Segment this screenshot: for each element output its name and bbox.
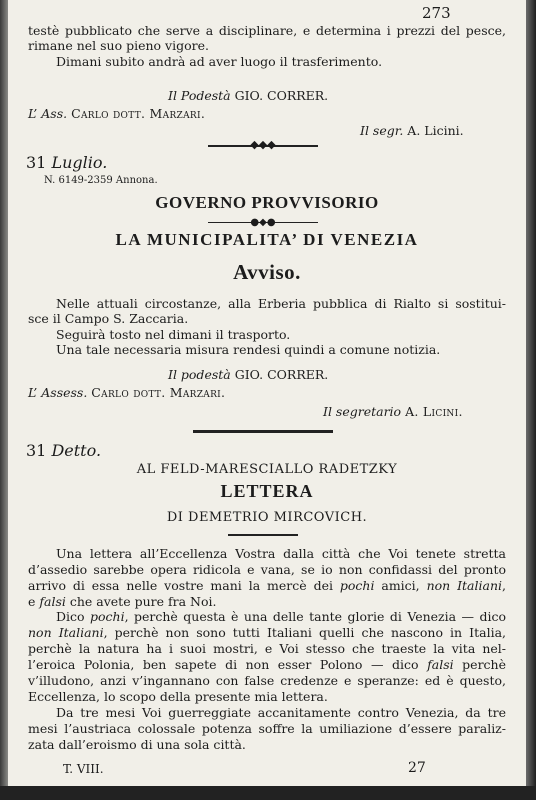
- page-number: 273: [422, 4, 451, 22]
- heading-governo: GOVERNO PROVVISORIO: [155, 193, 379, 212]
- text-line: Una lettera all’Eccellenza Vostra dalla città che Voi tenete stretta: [56, 546, 506, 561]
- podesta-signature-2: Il podestà GIO. CORRER.: [168, 367, 329, 382]
- text-line: mesi l’austriaca colossale potenza soffre la umiliazione d’essere paraliz-: [28, 721, 506, 736]
- assessor-signature-2: L’ Assess. Carlo dott. Marzari.: [28, 385, 226, 400]
- text-line: rimane nel suo pieno vigore.: [28, 38, 209, 53]
- text-line: perchè la natura ha i suoi mostri, e Voi stesso che traeste la vita nel-: [28, 641, 506, 656]
- text-line: arrivo di essa nelle vostre mani la mercè dei pochi amici, non Italiani,: [28, 578, 506, 593]
- secretary-signature-2: Il segretario A. Licini.: [323, 404, 463, 419]
- podesta-signature-1: Il Podestà GIO. CORRER.: [168, 88, 329, 103]
- book-gutter: [0, 0, 8, 800]
- text-line: Dico pochi, perchè questa è una delle tante glorie di Venezia — dico: [56, 609, 506, 624]
- book-page: [8, 0, 526, 786]
- ornament-divider: [228, 534, 298, 536]
- text-line: Dimani subito andrà ad aver luogo il trasferimento.: [56, 54, 383, 69]
- heading-author: DI DEMETRIO MIRCOVICH.: [166, 510, 368, 525]
- text-line: Una tale necessaria misura rendesi quindi a comune notizia.: [56, 342, 441, 357]
- date-heading-1: 31 Luglio.: [26, 153, 108, 172]
- text-line: l’eroica Polonia, ben sapete di non esser Polono — dico falsi perchè: [28, 657, 506, 672]
- text-line: v’illudono, anzi v’ingannano con false credenze e speranze: ed è questo,: [28, 673, 506, 688]
- secretary-signature-1: Il segr. A. Licini.: [360, 123, 464, 138]
- page-bottom-edge: [0, 786, 536, 800]
- text-line: testè pubblicato che serve a disciplinare, e determina i prezzi del pesce,: [28, 23, 506, 38]
- text-line: Seguirà tosto nel dimani il trasporto.: [56, 327, 291, 342]
- text-line: d’assedio sarebbe opera ridicola e vana, se io non confidassi del pronto: [28, 562, 506, 577]
- heading-municipalita: LA MUNICIPALITA’ DI VENEZIA: [115, 230, 419, 249]
- page-edge: [526, 0, 536, 800]
- text-line: Eccellenza, lo scopo della presente mia lettera.: [28, 689, 328, 704]
- text-line: non Italiani, perchè non sono tutti Italiani quelli che nascono in Italia,: [28, 625, 507, 640]
- heading-avviso: Avviso.: [233, 260, 301, 284]
- assessor-signature-1: L’ Ass. Carlo dott. Marzari.: [28, 106, 206, 121]
- ornament-divider: [193, 430, 333, 433]
- text-line: sce il Campo S. Zaccaria.: [28, 311, 189, 326]
- protocol-number: N. 6149-2359 Annona.: [44, 175, 158, 186]
- text-line: Da tre mesi Voi guerreggiate accanitamente contro Venezia, da tre: [56, 705, 506, 720]
- date-heading-2: 31 Detto.: [26, 441, 102, 460]
- text-line: e falsi che avete pure fra Noi.: [28, 594, 217, 609]
- text-line: zata dall’eroismo di una sola città.: [28, 737, 246, 752]
- signature-mark: 27: [408, 760, 426, 776]
- ornament-glyph: ●◆●: [250, 217, 276, 228]
- ornament-glyph: ◆◆◆: [250, 138, 276, 151]
- heading-addressee: AL FELD-MARESCIALLO RADETZKY: [136, 462, 398, 477]
- heading-lettera: LETTERA: [220, 481, 314, 501]
- text-line: Nelle attuali circostanze, alla Erberia pubblica di Rialto si sostitui-: [56, 296, 506, 311]
- volume-mark: T. VIII.: [63, 762, 104, 776]
